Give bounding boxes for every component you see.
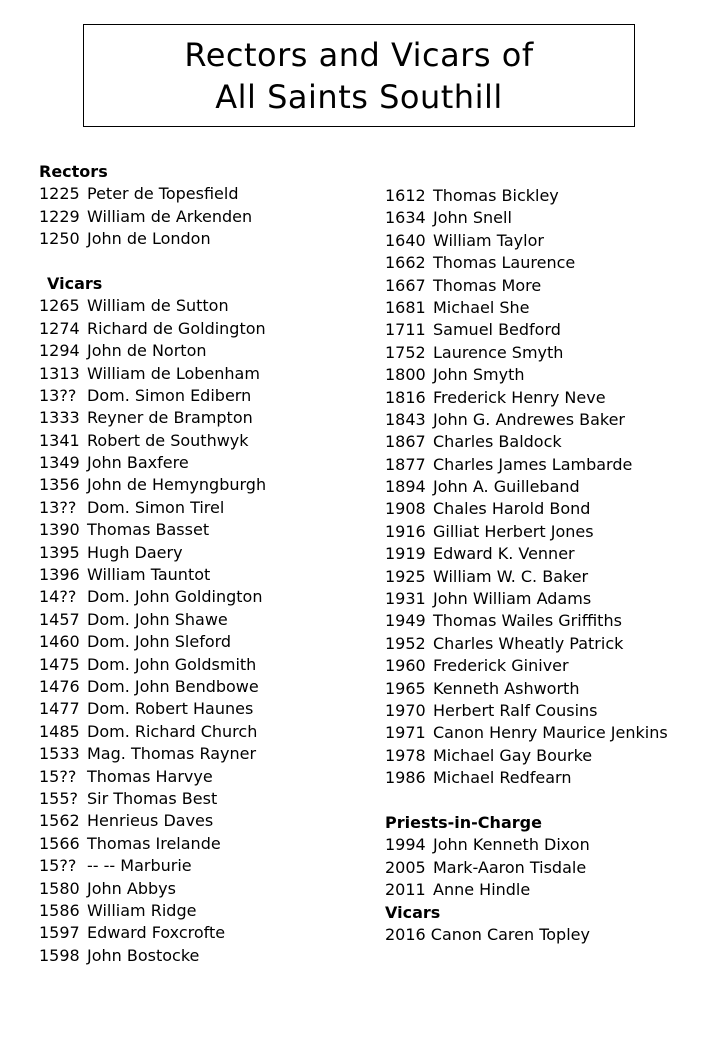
entry-name: William W. C. Baker [433,566,589,586]
entry-name: John Bostocke [87,945,200,965]
entry-year: 1341 [39,430,80,450]
entry-name: Dom. Richard Church [87,721,258,741]
entry-year: 1949 [385,611,426,631]
entry-year: 1349 [39,453,80,473]
list-item [39,228,266,250]
list-item [39,631,266,653]
list-item [39,609,266,631]
entry-name: Dom. Simon Tirel [87,497,225,517]
entry-name: John Baxfere [87,453,189,473]
entry-name: John G. Andrewes Baker [433,409,626,429]
entry-year: 2011 [385,880,426,900]
list-item [39,586,266,608]
list-item [385,678,668,700]
entry-year: 1867 [385,432,426,452]
left-column [39,161,266,967]
list-item [385,476,668,498]
entry-name: William Tauntot [87,565,211,585]
entry-year: 1965 [385,678,426,698]
list-item [385,834,668,856]
list-item [385,364,668,386]
entry-year: 1952 [385,633,426,653]
entry-year: 1894 [385,477,426,497]
list-item [39,833,266,855]
list-item [39,340,266,362]
list-item [39,855,266,877]
entry-name: John Smyth [433,365,525,385]
entry-name: Gilliat Herbert Jones [433,521,594,541]
list-item [39,542,266,564]
entry-name: Michael Redfearn [433,768,572,788]
list-item [39,721,266,743]
entry-year: 15?? [39,856,77,876]
list-item [385,387,668,409]
entry-year: 1265 [39,296,80,316]
list-item [39,766,266,788]
entry-year: 1294 [39,341,80,361]
list-item [39,922,266,944]
entry-name: Dom. John Shawe [87,609,228,629]
list-item [385,655,668,677]
entry-year: 1460 [39,632,80,652]
vicars-heading: Vicars [47,273,103,293]
list-item [39,295,266,317]
entry-year: 1978 [385,745,426,765]
list-item [385,767,668,789]
vicars-list-left [39,295,266,967]
entry-year: 1662 [385,253,426,273]
list-item [39,183,266,205]
entry-name: William Ridge [87,900,197,920]
entry-name: Canon Henry Maurice Jenkins [433,723,668,743]
list-item [385,566,668,588]
list-item [39,497,266,519]
entry-year: 1485 [39,721,80,741]
list-item [385,207,668,229]
entry-name: Thomas Wailes Griffiths [433,611,622,631]
entry-name: Michael Gay Bourke [433,745,593,765]
entry-year: 1925 [385,566,426,586]
entry-year: 1877 [385,454,426,474]
entry-name: Dom. John Bendbowe [87,676,259,696]
list-item [39,430,266,452]
rectors-heading: Rectors [39,162,108,181]
entry-name: Henrieus Daves [87,811,214,831]
entry-year: 1752 [385,342,426,362]
entry-year: 1640 [385,230,426,250]
list-item [385,297,668,319]
entry-year: 1816 [385,387,426,407]
entry-year: 155? [39,788,79,808]
entry-name: Charles James Lambarde [433,454,633,474]
list-item [385,857,668,879]
entry-name: Thomas More [433,275,542,295]
entry-name: Mag. Thomas Rayner [87,744,257,764]
list-item [39,474,266,496]
entry-name: Frederick Giniver [433,656,569,676]
list-item [385,879,668,901]
entry-name: Herbert Ralf Cousins [433,700,598,720]
list-item [39,407,266,429]
entry-year: 1970 [385,700,426,720]
list-item [385,633,668,655]
entry-name: Dom. John Goldington [87,587,263,607]
entry-year: 1612 [385,186,426,205]
entry-year: 1390 [39,520,80,540]
entry-year: 1986 [385,768,426,788]
entry-year: 1800 [385,365,426,385]
list-item [385,521,668,543]
list-item [39,452,266,474]
priests-heading: Priests-in-Charge [385,812,542,832]
list-item [385,610,668,632]
entry-year: 2005 [385,857,426,877]
entry-name: Sir Thomas Best [87,788,218,808]
list-item [385,431,668,453]
entry-year: 1843 [385,409,426,429]
entry-name: William de Arkenden [87,206,253,226]
priests-list [385,834,668,901]
entry-year: 1971 [385,723,426,743]
entry-name: Edward Foxcrofte [87,923,226,943]
entry-year: 1457 [39,609,80,629]
entry-year: 1475 [39,654,80,674]
list-item [385,230,668,252]
entry-year: 1931 [385,589,426,609]
entry-name: John de Norton [87,341,207,361]
rectors-list [39,183,266,250]
entry-year: 1580 [39,878,80,898]
entry-name: Richard de Goldington [87,318,266,338]
list-item [385,252,668,274]
entry-name: John de Hemyngburgh [87,475,267,495]
entry-name: Robert de Southwyk [87,430,249,450]
entry-name: John Kenneth Dixon [433,835,590,855]
entry-year: 1919 [385,544,426,564]
entry-year: 1229 [39,206,80,226]
entry-name: John Abbys [87,878,176,898]
list-item [39,385,266,407]
list-item [39,654,266,676]
entry-year: 1274 [39,318,80,338]
entry-year: 1533 [39,744,80,764]
list-item [385,722,668,744]
entry-name: Mark-Aaron Tisdale [433,857,587,877]
entry-name: Michael She [433,297,530,317]
entry-year: 1396 [39,565,80,585]
entry-year: 1477 [39,699,80,719]
list-item [39,206,266,228]
entry-name: Thomas Harvye [87,766,213,786]
list-item [39,318,266,340]
entry-name: Kenneth Ashworth [433,678,580,698]
list-item [385,319,668,341]
list-item [385,409,668,431]
right-column [385,185,668,946]
entry-year: 1634 [385,208,426,228]
list-item [39,788,266,810]
vicars-list-right [385,185,668,790]
list-item [39,945,266,967]
entry-name: Peter de Topesfield [87,184,239,204]
entry-year: 1586 [39,900,80,920]
title-line-2: All Saints Southill [215,77,503,116]
entry-year: 1562 [39,811,80,831]
entry-name: Dom. Robert Haunes [87,699,254,719]
entry-year: 1908 [385,499,426,519]
section-spacer [385,790,668,812]
entry-year: 1356 [39,475,80,495]
entry-year: 1960 [385,656,426,676]
list-item [385,543,668,565]
entry-name: Reyner de Brampton [87,408,253,428]
list-item [39,743,266,765]
list-item [385,700,668,722]
entry-year: 1667 [385,275,426,295]
list-item [385,588,668,610]
entry-year: 1711 [385,320,426,340]
entry-year: 1681 [385,297,426,317]
list-item [385,745,668,767]
list-item [39,900,266,922]
entry-year: 14?? [39,587,77,607]
entry-year: 15?? [39,766,77,786]
entry-year: 1395 [39,542,80,562]
entry-name: Chales Harold Bond [433,499,591,519]
list-item [39,698,266,720]
entry-name: William de Sutton [87,296,229,316]
entry-name: Anne Hindle [433,880,531,900]
entry-name: William de Lobenham [87,363,260,383]
entry-year: 1566 [39,833,80,853]
entry-year: 1476 [39,676,80,696]
entry-name: Laurence Smyth [433,342,564,362]
vicar-entry-2016: 2016 Canon Caren Topley [385,924,590,944]
title-box [83,24,635,127]
entry-name: Thomas Basset [87,520,210,540]
entry-year: 1994 [385,835,426,855]
list-item [385,275,668,297]
entry-name: Dom. Simon Edibern [87,385,252,405]
entry-name: Hugh Daery [87,542,183,562]
entry-name: Thomas Irelande [87,833,221,853]
entry-year: 1313 [39,363,80,383]
entry-name: Charles Baldock [433,432,562,452]
entry-name: John William Adams [433,589,592,609]
list-item [385,498,668,520]
list-item [39,363,266,385]
entry-name: Edward K. Venner [433,544,575,564]
list-item [39,878,266,900]
entry-name: Dom. John Sleford [87,632,232,652]
entry-year: 1333 [39,408,80,428]
vicars-heading-2: Vicars [385,902,441,922]
list-item [385,185,668,207]
entry-year: 1597 [39,923,80,943]
entry-year: 1916 [385,521,426,541]
list-item [39,810,266,832]
list-item [385,342,668,364]
entry-name: -- -- Marburie [87,856,192,876]
entry-year: 1225 [39,184,80,204]
entry-name: John A. Guilleband [433,477,580,497]
entry-name: Charles Wheatly Patrick [433,633,624,653]
entry-name: John de London [87,229,211,249]
title-line-1: Rectors and Vicars of [184,35,534,74]
entry-name: Thomas Laurence [433,253,576,273]
list-item [39,564,266,586]
list-item [39,519,266,541]
entry-name: Thomas Bickley [433,186,559,205]
entry-year: 1598 [39,945,80,965]
entry-name: Frederick Henry Neve [433,387,606,407]
entry-name: Dom. John Goldsmith [87,654,257,674]
entry-name: William Taylor [433,230,544,250]
entry-name: John Snell [433,208,512,228]
entry-name: Samuel Bedford [433,320,561,340]
entry-year: 13?? [39,385,77,405]
list-item [39,676,266,698]
list-item [385,454,668,476]
entry-year: 1250 [39,229,80,249]
section-spacer [39,251,266,273]
entry-year: 13?? [39,497,77,517]
